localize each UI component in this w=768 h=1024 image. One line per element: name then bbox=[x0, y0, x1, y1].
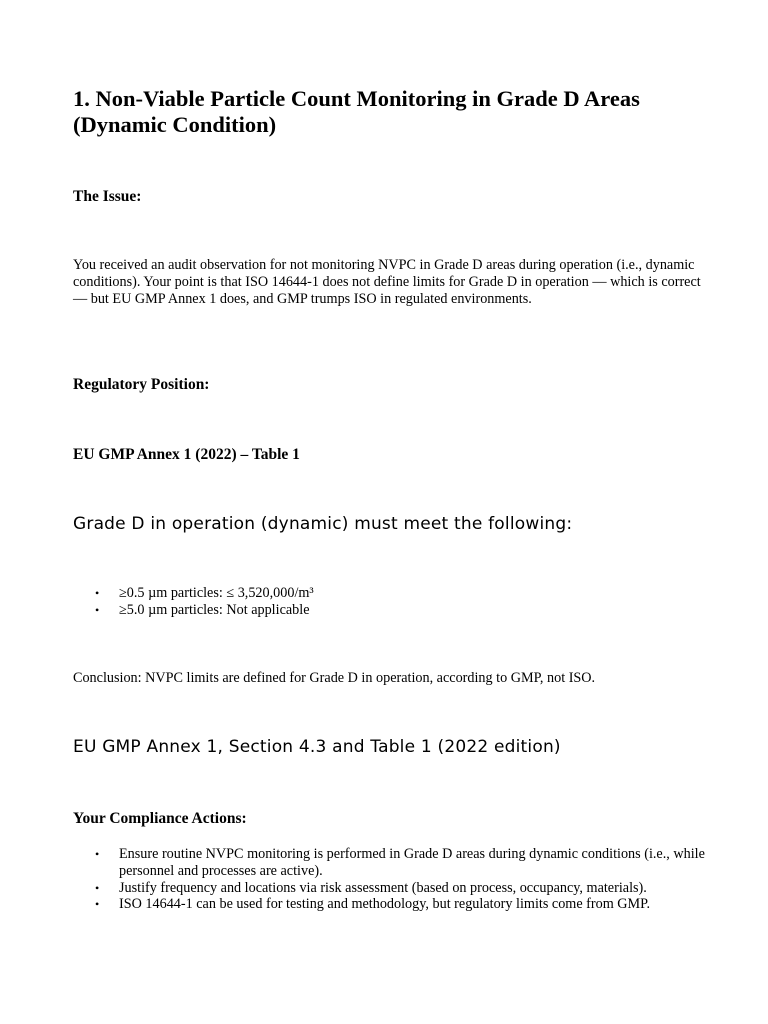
bullet-icon: • bbox=[95, 897, 100, 912]
bullet-icon: • bbox=[95, 586, 100, 600]
annex-heading: EU GMP Annex 1 (2022) – Table 1 bbox=[73, 446, 300, 463]
limits-list bbox=[73, 585, 713, 619]
regulatory-heading: Regulatory Position: bbox=[73, 376, 210, 393]
bullet-icon: • bbox=[95, 602, 100, 617]
list-item bbox=[73, 896, 713, 913]
issue-heading: The Issue: bbox=[73, 188, 142, 205]
page-title: 1. Non-Viable Particle Count Monitoring in Grade D Areas (Dynamic Condition) bbox=[73, 86, 640, 137]
action-text: Justify frequency and locations via risk assessment (based on process, occupancy, materials). bbox=[119, 879, 647, 896]
issue-paragraph: You received an audit observation for not monitoring NVPC in Grade D areas during operation (i.e., dynamic conditions). Your point is that ISO 14644-1 does not define limits for Grade D in operation — which is correct — but EU GMP Annex 1 does, and GMP trumps ISO in regulated environments. bbox=[73, 257, 701, 307]
bullet-icon: • bbox=[95, 847, 100, 861]
grade-d-heading: Grade D in operation (dynamic) must meet the following: bbox=[73, 514, 573, 534]
action-text: ISO 14644-1 can be used for testing and methodology, but regulatory limits come from GMP. bbox=[119, 896, 651, 913]
reference-heading: EU GMP Annex 1, Section 4.3 and Table 1 (2022 edition) bbox=[73, 737, 561, 757]
action-text: Ensure routine NVPC monitoring is performed in Grade D areas during dynamic conditions (i.e., while personnel and processes are active). bbox=[119, 846, 705, 879]
limit-text: ≥0.5 µm particles: ≤ 3,520,000/m³ bbox=[119, 585, 314, 601]
list-item bbox=[73, 846, 713, 880]
list-item bbox=[73, 880, 713, 897]
limit-text: ≥5.0 µm particles: Not applicable bbox=[119, 601, 310, 618]
conclusion-paragraph: Conclusion: NVPC limits are defined for Grade D in operation, according to GMP, not ISO. bbox=[73, 670, 596, 686]
bullet-icon: • bbox=[95, 880, 100, 895]
list-item bbox=[73, 602, 713, 619]
list-item bbox=[73, 585, 713, 602]
actions-list bbox=[73, 846, 713, 913]
actions-heading: Your Compliance Actions: bbox=[73, 810, 247, 827]
